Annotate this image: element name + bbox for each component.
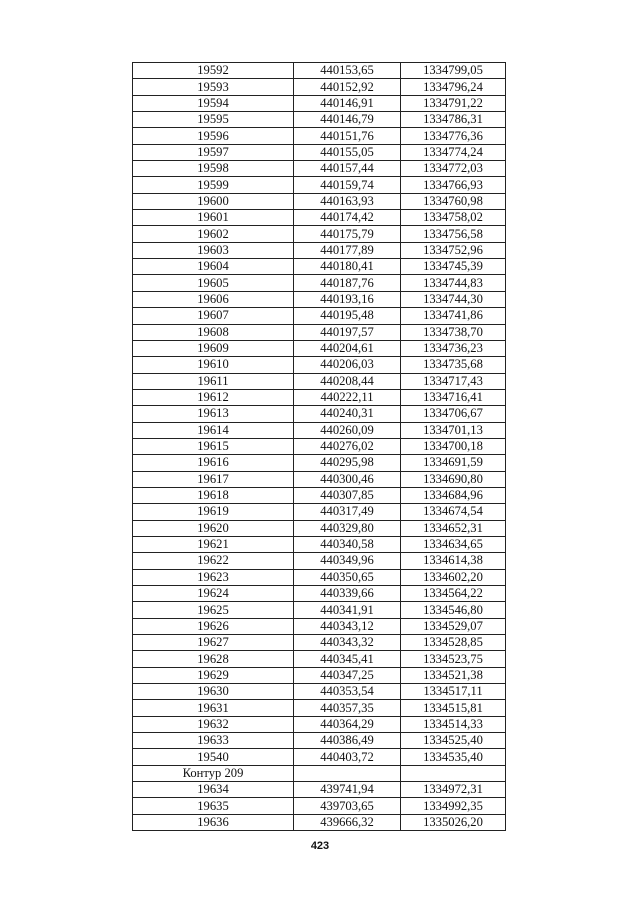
x-coordinate-cell: 440195,48 [294, 308, 401, 324]
point-number-cell: 19620 [133, 520, 294, 536]
table-row [133, 749, 506, 765]
table-row [133, 210, 506, 226]
coordinates-table-body [133, 63, 506, 831]
y-coordinate-cell: 1334791,22 [401, 95, 506, 111]
table-row [133, 259, 506, 275]
table-row [133, 765, 506, 781]
y-coordinate-cell: 1335026,20 [401, 814, 506, 830]
point-number-cell: 19613 [133, 406, 294, 422]
y-coordinate-cell: 1334634,65 [401, 536, 506, 552]
y-coordinate-cell: 1334690,80 [401, 471, 506, 487]
x-coordinate-cell: 440276,02 [294, 438, 401, 454]
table-row [133, 308, 506, 324]
point-number-cell: 19610 [133, 357, 294, 373]
y-coordinate-cell: 1334760,98 [401, 193, 506, 209]
y-coordinate-cell: 1334535,40 [401, 749, 506, 765]
table-row [133, 226, 506, 242]
point-number-cell: 19595 [133, 112, 294, 128]
table-row [133, 635, 506, 651]
table-row [133, 814, 506, 830]
y-coordinate-cell: 1334799,05 [401, 63, 506, 79]
x-coordinate-cell: 440317,49 [294, 504, 401, 520]
point-number-cell: 19611 [133, 373, 294, 389]
y-coordinate-cell: 1334684,96 [401, 487, 506, 503]
x-coordinate-cell: 440357,35 [294, 700, 401, 716]
y-coordinate-cell: 1334691,59 [401, 455, 506, 471]
y-coordinate-cell: 1334776,36 [401, 128, 506, 144]
x-coordinate-cell: 440343,12 [294, 618, 401, 634]
x-coordinate-cell: 440329,80 [294, 520, 401, 536]
y-coordinate-cell: 1334716,41 [401, 389, 506, 405]
point-number-cell: 19593 [133, 79, 294, 95]
table-row [133, 193, 506, 209]
point-number-cell: 19618 [133, 487, 294, 503]
table-row [133, 586, 506, 602]
point-number-cell: 19619 [133, 504, 294, 520]
point-number-cell: 19598 [133, 161, 294, 177]
point-number-cell: 19626 [133, 618, 294, 634]
x-coordinate-cell: 440197,57 [294, 324, 401, 340]
point-number-cell: 19631 [133, 700, 294, 716]
point-number-cell: 19602 [133, 226, 294, 242]
point-number-cell: 19594 [133, 95, 294, 111]
y-coordinate-cell: 1334515,81 [401, 700, 506, 716]
point-number-cell: 19622 [133, 553, 294, 569]
table-row [133, 733, 506, 749]
table-row [133, 455, 506, 471]
x-coordinate-cell: 439741,94 [294, 782, 401, 798]
y-coordinate-cell: 1334972,31 [401, 782, 506, 798]
y-coordinate-cell: 1334796,24 [401, 79, 506, 95]
point-number-cell: 19615 [133, 438, 294, 454]
point-number-cell: 19621 [133, 536, 294, 552]
table-row [133, 144, 506, 160]
table-row [133, 389, 506, 405]
point-number-cell: 19633 [133, 733, 294, 749]
x-coordinate-cell: 439703,65 [294, 798, 401, 814]
point-number-cell: 19607 [133, 308, 294, 324]
x-coordinate-cell: 440208,44 [294, 373, 401, 389]
table-row [133, 504, 506, 520]
y-coordinate-cell: 1334674,54 [401, 504, 506, 520]
x-coordinate-cell: 440340,58 [294, 536, 401, 552]
point-number-cell: 19625 [133, 602, 294, 618]
y-coordinate-cell: 1334717,43 [401, 373, 506, 389]
x-coordinate-cell: 440151,76 [294, 128, 401, 144]
x-coordinate-cell: 440163,93 [294, 193, 401, 209]
point-number-cell: 19630 [133, 684, 294, 700]
y-coordinate-cell: 1334706,67 [401, 406, 506, 422]
x-coordinate-cell: 440146,91 [294, 95, 401, 111]
table-row [133, 406, 506, 422]
table-row [133, 520, 506, 536]
x-coordinate-cell: 440349,96 [294, 553, 401, 569]
y-coordinate-cell: 1334546,80 [401, 602, 506, 618]
x-coordinate-cell: 440300,46 [294, 471, 401, 487]
point-number-cell: 19614 [133, 422, 294, 438]
point-number-cell: 19636 [133, 814, 294, 830]
table-row [133, 471, 506, 487]
table-row [133, 438, 506, 454]
x-coordinate-cell: 440345,41 [294, 651, 401, 667]
table-row [133, 128, 506, 144]
table-row [133, 291, 506, 307]
point-number-cell: 19600 [133, 193, 294, 209]
x-coordinate-cell: 440353,54 [294, 684, 401, 700]
table-row [133, 161, 506, 177]
point-number-cell: 19605 [133, 275, 294, 291]
y-coordinate-cell: 1334774,24 [401, 144, 506, 160]
table-row [133, 798, 506, 814]
y-coordinate-cell: 1334744,83 [401, 275, 506, 291]
x-coordinate-cell: 440339,66 [294, 586, 401, 602]
point-number-cell: 19609 [133, 340, 294, 356]
x-coordinate-cell: 440341,91 [294, 602, 401, 618]
coordinates-table [132, 62, 506, 831]
point-number-cell: 19601 [133, 210, 294, 226]
point-number-cell: 19603 [133, 242, 294, 258]
table-row [133, 357, 506, 373]
y-coordinate-cell: 1334772,03 [401, 161, 506, 177]
table-row [133, 422, 506, 438]
table-row [133, 275, 506, 291]
x-coordinate-cell: 440152,92 [294, 79, 401, 95]
x-coordinate-cell: 439666,32 [294, 814, 401, 830]
table-row [133, 716, 506, 732]
y-coordinate-cell: 1334564,22 [401, 586, 506, 602]
point-number-cell: Контур 209 [133, 765, 294, 781]
y-coordinate-cell: 1334758,02 [401, 210, 506, 226]
table-row [133, 340, 506, 356]
point-number-cell: 19632 [133, 716, 294, 732]
point-number-cell: 19604 [133, 259, 294, 275]
y-coordinate-cell: 1334752,96 [401, 242, 506, 258]
x-coordinate-cell: 440177,89 [294, 242, 401, 258]
table-row [133, 700, 506, 716]
point-number-cell: 19627 [133, 635, 294, 651]
y-coordinate-cell: 1334528,85 [401, 635, 506, 651]
table-row [133, 79, 506, 95]
y-coordinate-cell: 1334738,70 [401, 324, 506, 340]
y-coordinate-cell: 1334529,07 [401, 618, 506, 634]
table-row [133, 602, 506, 618]
table-row [133, 177, 506, 193]
point-number-cell: 19596 [133, 128, 294, 144]
x-coordinate-cell: 440157,44 [294, 161, 401, 177]
y-coordinate-cell: 1334602,20 [401, 569, 506, 585]
x-coordinate-cell: 440347,25 [294, 667, 401, 683]
y-coordinate-cell: 1334992,35 [401, 798, 506, 814]
y-coordinate-cell: 1334741,86 [401, 308, 506, 324]
x-coordinate-cell: 440364,29 [294, 716, 401, 732]
x-coordinate-cell: 440295,98 [294, 455, 401, 471]
x-coordinate-cell: 440193,16 [294, 291, 401, 307]
table-row [133, 651, 506, 667]
table-row [133, 618, 506, 634]
point-number-cell: 19616 [133, 455, 294, 471]
y-coordinate-cell: 1334766,93 [401, 177, 506, 193]
x-coordinate-cell: 440350,65 [294, 569, 401, 585]
point-number-cell: 19623 [133, 569, 294, 585]
y-coordinate-cell: 1334744,30 [401, 291, 506, 307]
x-coordinate-cell: 440153,65 [294, 63, 401, 79]
x-coordinate-cell: 440403,72 [294, 749, 401, 765]
y-coordinate-cell: 1334514,33 [401, 716, 506, 732]
table-row [133, 553, 506, 569]
table-row [133, 373, 506, 389]
table-row [133, 684, 506, 700]
point-number-cell: 19629 [133, 667, 294, 683]
point-number-cell: 19606 [133, 291, 294, 307]
y-coordinate-cell: 1334786,31 [401, 112, 506, 128]
x-coordinate-cell [294, 765, 401, 781]
x-coordinate-cell: 440204,61 [294, 340, 401, 356]
point-number-cell: 19617 [133, 471, 294, 487]
table-row [133, 667, 506, 683]
table-row [133, 112, 506, 128]
table-row [133, 324, 506, 340]
point-number-cell: 19628 [133, 651, 294, 667]
point-number-cell: 19634 [133, 782, 294, 798]
point-number-cell: 19612 [133, 389, 294, 405]
y-coordinate-cell: 1334517,11 [401, 684, 506, 700]
point-number-cell: 19540 [133, 749, 294, 765]
y-coordinate-cell: 1334756,58 [401, 226, 506, 242]
x-coordinate-cell: 440240,31 [294, 406, 401, 422]
y-coordinate-cell: 1334525,40 [401, 733, 506, 749]
x-coordinate-cell: 440386,49 [294, 733, 401, 749]
table-row [133, 782, 506, 798]
x-coordinate-cell: 440187,76 [294, 275, 401, 291]
table-row [133, 242, 506, 258]
table-row [133, 487, 506, 503]
y-coordinate-cell: 1334614,38 [401, 553, 506, 569]
x-coordinate-cell: 440343,32 [294, 635, 401, 651]
table-row [133, 536, 506, 552]
y-coordinate-cell: 1334652,31 [401, 520, 506, 536]
x-coordinate-cell: 440180,41 [294, 259, 401, 275]
x-coordinate-cell: 440146,79 [294, 112, 401, 128]
y-coordinate-cell [401, 765, 506, 781]
y-coordinate-cell: 1334735,68 [401, 357, 506, 373]
x-coordinate-cell: 440206,03 [294, 357, 401, 373]
y-coordinate-cell: 1334736,23 [401, 340, 506, 356]
y-coordinate-cell: 1334523,75 [401, 651, 506, 667]
page-number: 423 [310, 840, 330, 852]
y-coordinate-cell: 1334700,18 [401, 438, 506, 454]
table-row [133, 95, 506, 111]
y-coordinate-cell: 1334701,13 [401, 422, 506, 438]
point-number-cell: 19635 [133, 798, 294, 814]
y-coordinate-cell: 1334745,39 [401, 259, 506, 275]
point-number-cell: 19608 [133, 324, 294, 340]
point-number-cell: 19597 [133, 144, 294, 160]
x-coordinate-cell: 440307,85 [294, 487, 401, 503]
x-coordinate-cell: 440175,79 [294, 226, 401, 242]
point-number-cell: 19624 [133, 586, 294, 602]
point-number-cell: 19599 [133, 177, 294, 193]
point-number-cell: 19592 [133, 63, 294, 79]
x-coordinate-cell: 440260,09 [294, 422, 401, 438]
y-coordinate-cell: 1334521,38 [401, 667, 506, 683]
x-coordinate-cell: 440174,42 [294, 210, 401, 226]
x-coordinate-cell: 440159,74 [294, 177, 401, 193]
x-coordinate-cell: 440155,05 [294, 144, 401, 160]
x-coordinate-cell: 440222,11 [294, 389, 401, 405]
table-row [133, 569, 506, 585]
table-row [133, 63, 506, 79]
